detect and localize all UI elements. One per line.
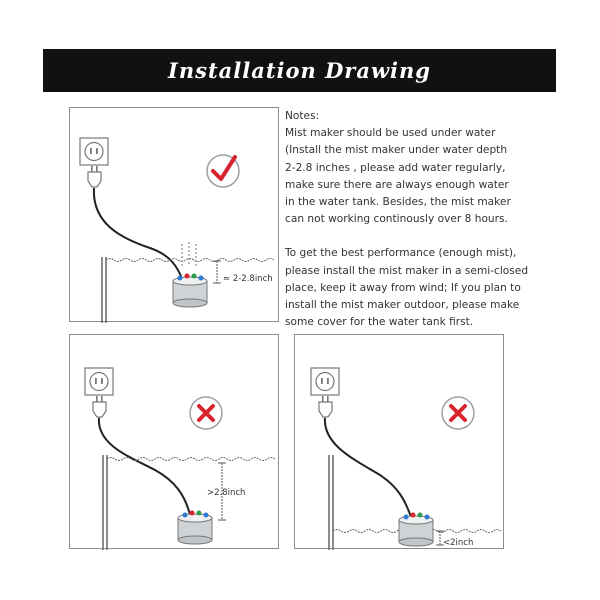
wall-outlet-icon xyxy=(311,368,339,395)
notes-line: 2-2.8 inches , please add water regularly, xyxy=(285,161,506,174)
notes-line: some cover for the water tank first. xyxy=(285,316,474,329)
notes-line: in the water tank. Besides, the mist maker xyxy=(285,196,511,209)
installation-notes xyxy=(285,108,575,331)
notes-line: install the mist maker outdoor, please make xyxy=(285,299,520,312)
wall-outlet-icon xyxy=(85,368,113,395)
mist-maker-device xyxy=(178,511,212,545)
wall-outlet-icon xyxy=(80,138,108,165)
x-mark-icon xyxy=(442,397,474,429)
notes-line: place, keep it away from wind; If you plan to xyxy=(285,281,521,294)
depth-label-too-deep: >2.8inch xyxy=(207,488,246,498)
mist-icon xyxy=(182,242,196,266)
mist-maker-device xyxy=(399,513,433,547)
title-banner xyxy=(43,49,556,92)
panel-too-shallow xyxy=(294,334,504,549)
mist-maker-device xyxy=(173,274,207,308)
x-mark-icon xyxy=(190,397,222,429)
depth-label-correct: ≈ 2-2.8inch xyxy=(223,274,273,284)
notes-line: Mist maker should be used under water xyxy=(285,127,496,140)
too-shallow-drawing xyxy=(295,335,505,550)
panel-too-deep xyxy=(69,334,279,549)
power-plug-icon xyxy=(93,396,106,417)
correct-installation-drawing xyxy=(70,108,280,323)
notes-line: (Install the mist maker under water depth xyxy=(285,144,508,157)
notes-line: can not working continously over 8 hours. xyxy=(285,213,508,226)
depth-label-too-shallow: <2inch xyxy=(443,538,474,548)
notes-heading: Notes: xyxy=(285,110,320,122)
banner-title: Installation Drawing xyxy=(168,58,431,83)
notes-line: To get the best performance (enough mist), xyxy=(285,247,517,260)
power-plug-icon xyxy=(88,166,101,187)
notes-line: please install the mist maker in a semi-closed xyxy=(285,264,529,277)
power-plug-icon xyxy=(319,396,332,417)
notes-line: make sure there are always enough water xyxy=(285,178,509,191)
too-deep-drawing xyxy=(70,335,280,550)
panel-correct-installation xyxy=(69,107,279,322)
check-mark-icon xyxy=(207,155,239,187)
